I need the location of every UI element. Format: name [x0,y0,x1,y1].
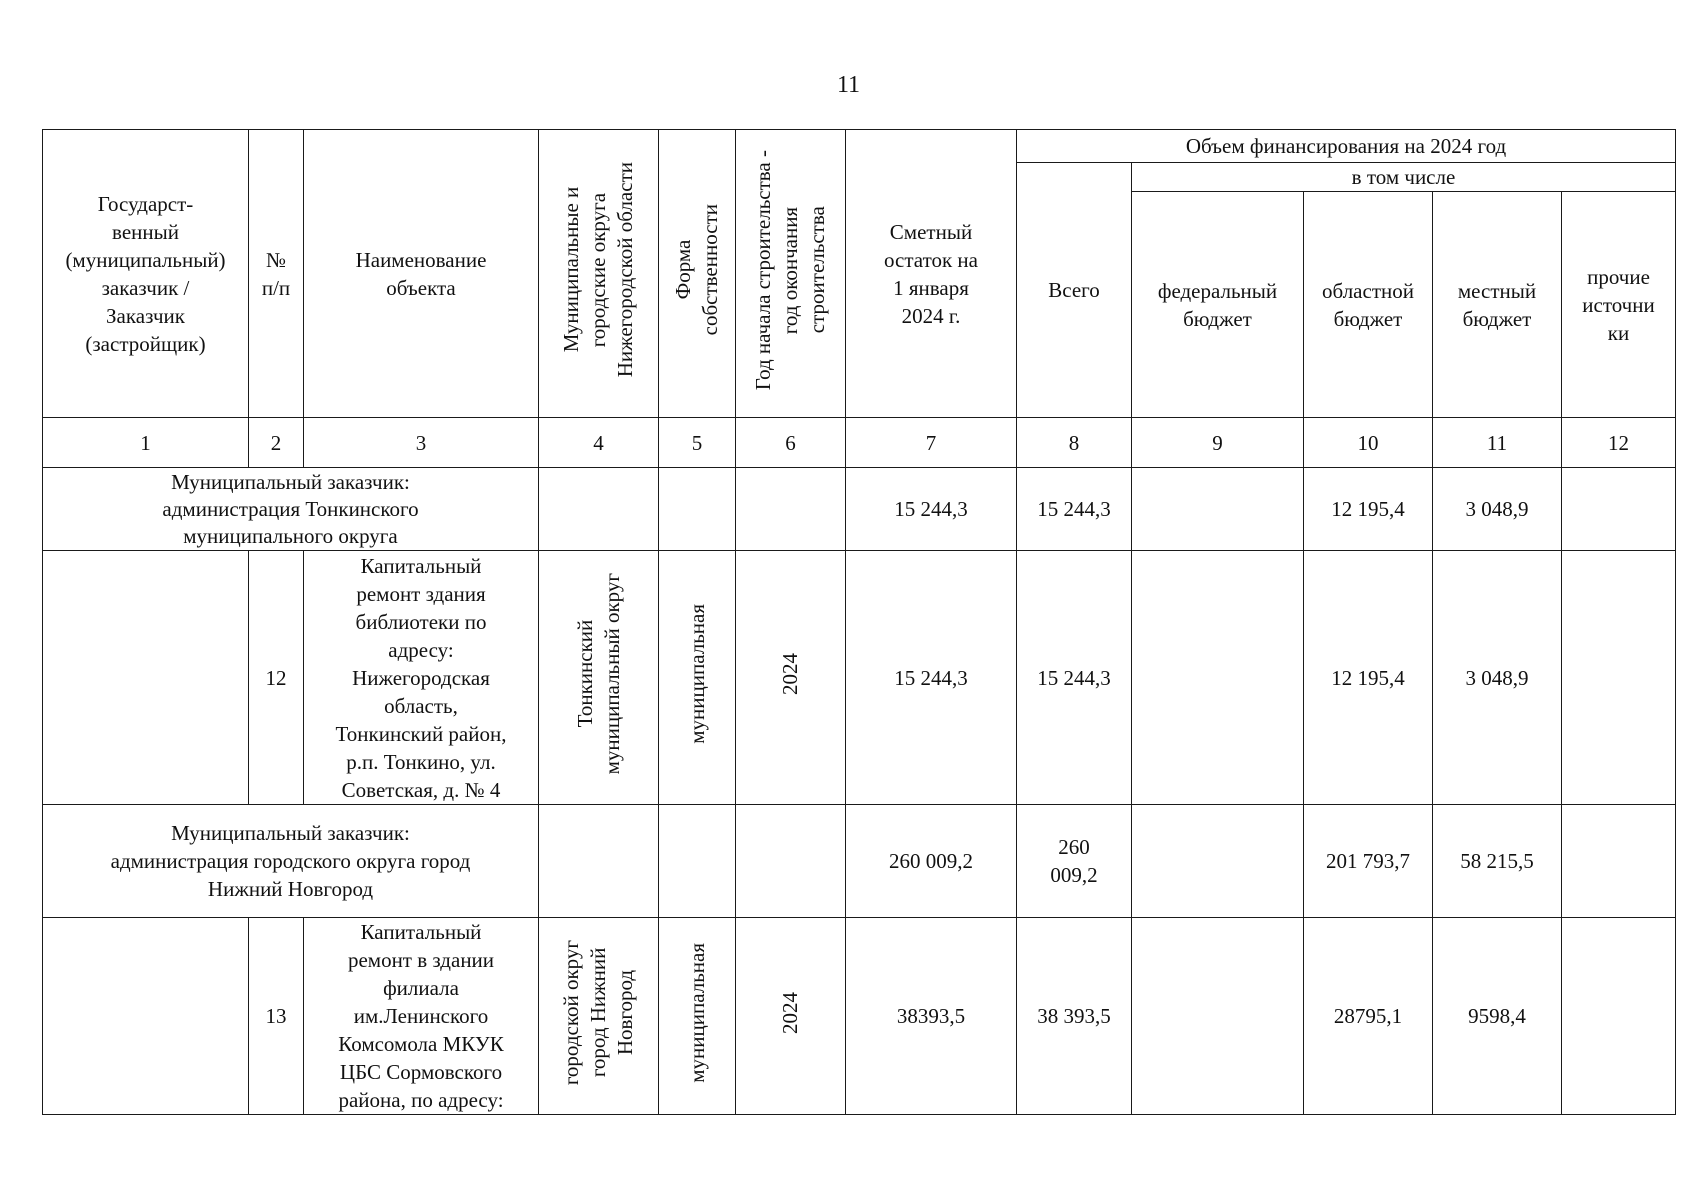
municipality-text: городской округ город Нижний Новгород [559,939,637,1086]
column-number: 9 [1132,418,1304,468]
federal-value [1132,468,1304,551]
object-row [43,918,1676,1115]
header-customer: Государст- венный (муниципальный) заказчик / Заказчик (застройщик) [43,130,249,418]
regional-value: 28795,1 [1304,918,1433,1115]
header-other: прочие источни ки [1562,192,1676,418]
local-value: 58 215,5 [1433,805,1562,918]
column-number: 1 [43,418,249,468]
row-number: 13 [249,918,304,1115]
header-estimate: Сметный остаток на 1 января 2024 г. [846,130,1017,418]
object-row [43,551,1676,805]
other-value [1562,468,1676,551]
years-cell [736,468,846,551]
municipality-cell [539,468,659,551]
other-value [1562,551,1676,805]
years-text: 2024 [778,991,802,1034]
customer-name: Муниципальный заказчик: администрация городского округа город Нижний Новгород [43,805,539,918]
customer-row [43,805,1676,918]
header-ownership-text: Форма собственности [671,204,722,336]
page-number: 11 [836,72,861,98]
header-municipality-text: Муниципальные и городские округа Нижегородской области [559,162,637,378]
years-cell [736,918,846,1115]
federal-value [1132,551,1304,805]
years-text: 2024 [778,653,802,695]
column-number: 10 [1304,418,1433,468]
header-municipality [539,130,659,418]
estimate-value: 15 244,3 [846,551,1017,805]
municipality-cell [539,918,659,1115]
municipality-cell [539,805,659,918]
header-federal: федеральный бюджет [1132,192,1304,418]
header-including-group: в том числе [1132,163,1676,192]
local-value: 9598,4 [1433,918,1562,1115]
column-number: 12 [1562,418,1676,468]
column-number: 8 [1017,418,1132,468]
municipality-cell [539,551,659,805]
column-number: 3 [304,418,539,468]
customer-cell [43,918,249,1115]
total-value: 15 244,3 [1017,551,1132,805]
header-number: № п/п [249,130,304,418]
column-number: 11 [1433,418,1562,468]
regional-value: 12 195,4 [1304,468,1433,551]
column-number: 4 [539,418,659,468]
other-value [1562,805,1676,918]
ownership-text: муниципальная [684,604,709,744]
total-value: 15 244,3 [1017,468,1132,551]
total-value: 260 009,2 [1017,805,1132,918]
federal-value [1132,805,1304,918]
federal-value [1132,918,1304,1115]
column-number-row [43,418,1676,468]
ownership-text: муниципальная [684,942,709,1083]
estimate-value: 260 009,2 [846,805,1017,918]
ownership-cell [659,551,736,805]
customer-name: Муниципальный заказчик: администрация Тонкинского муниципального округа [43,468,539,551]
header-years-text: Год начала строительства - год окончания строительства [751,149,829,391]
ownership-cell [659,918,736,1115]
column-number: 2 [249,418,304,468]
object-name: Капитальный ремонт в здании филиала им.Ленинского Комсомола МКУК ЦБС Сормовского района, по адресу: [304,918,539,1115]
header-ownership [659,130,736,418]
regional-value: 201 793,7 [1304,805,1433,918]
header-local: местный бюджет [1433,192,1562,418]
column-number: 6 [736,418,846,468]
ownership-cell [659,468,736,551]
years-cell [736,551,846,805]
header-years [736,130,846,418]
other-value [1562,918,1676,1115]
header-financing-group: Объем финансирования на 2024 год [1017,130,1676,163]
customer-cell [43,551,249,805]
header-object-name: Наименование объекта [304,130,539,418]
column-number: 5 [659,418,736,468]
estimate-value: 38393,5 [846,918,1017,1115]
row-number: 12 [249,551,304,805]
years-cell [736,805,846,918]
column-number: 7 [846,418,1017,468]
financing-table [42,129,1676,1115]
customer-row [43,468,1676,551]
municipality-text: Тонкинский муниципальный округ [572,573,624,775]
header-total: Всего [1017,163,1132,418]
object-name: Капитальный ремонт здания библиотеки по адресу: Нижегородская область, Тонкинский район, р.п. Тонкино, ул. Советская, д. № 4 [304,551,539,805]
local-value: 3 048,9 [1433,551,1562,805]
ownership-cell [659,805,736,918]
estimate-value: 15 244,3 [846,468,1017,551]
header-row-1 [43,130,1676,163]
regional-value: 12 195,4 [1304,551,1433,805]
total-value: 38 393,5 [1017,918,1132,1115]
local-value: 3 048,9 [1433,468,1562,551]
header-regional: областной бюджет [1304,192,1433,418]
